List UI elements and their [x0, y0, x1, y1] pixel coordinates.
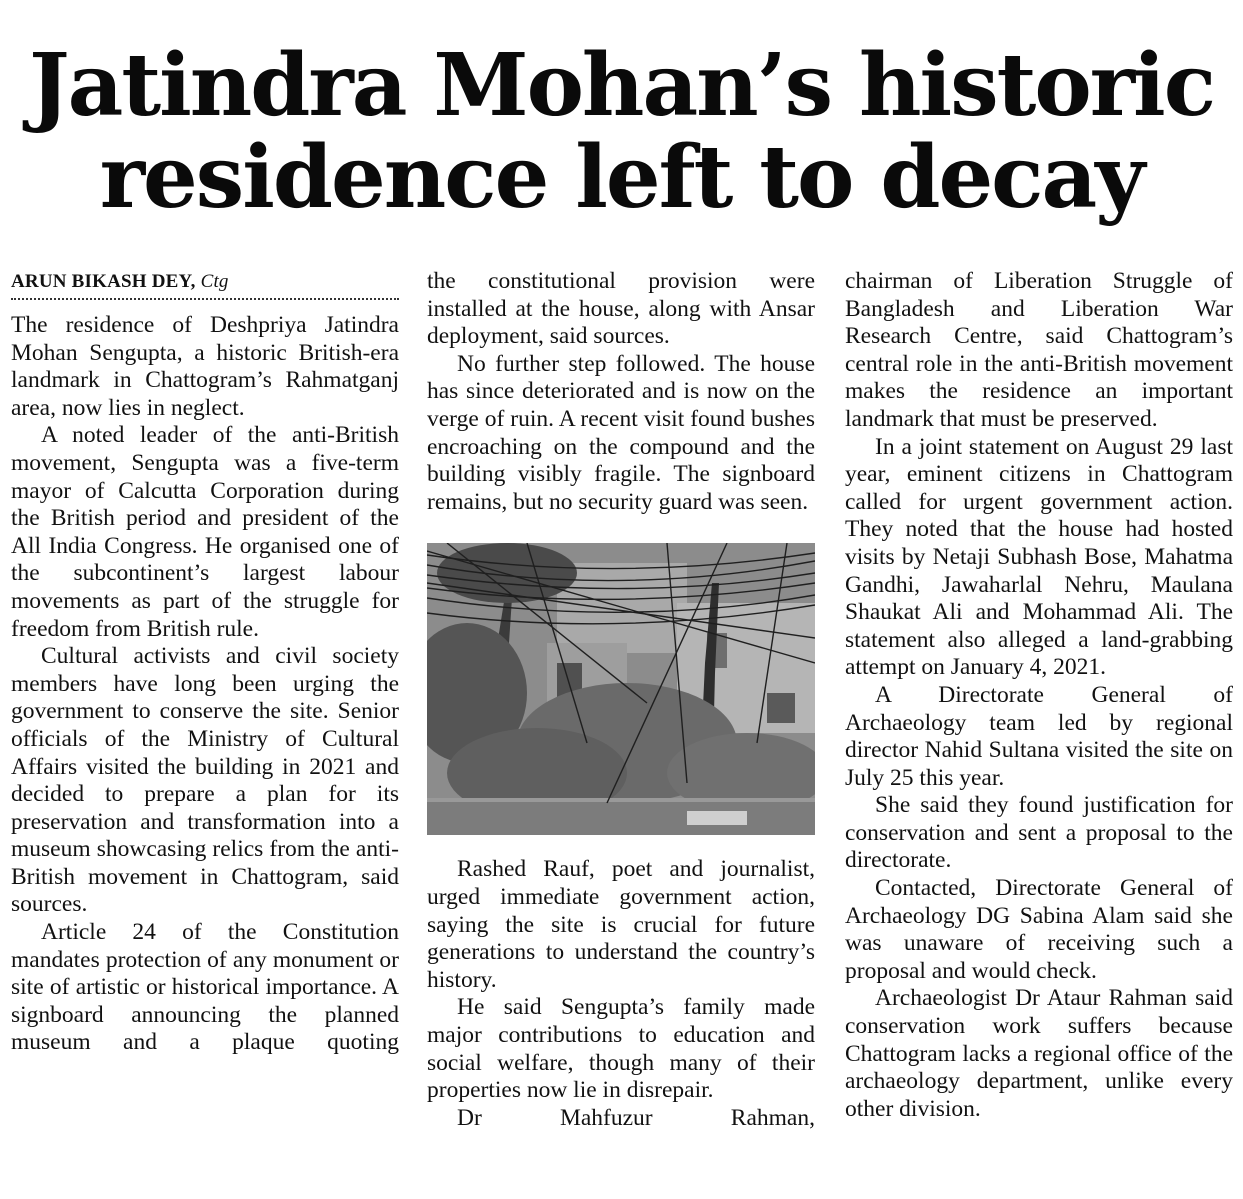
paragraph: The residence of Deshpriya Jatindra Mohan Sengupta, a historic British-era landmark in Chattogram’s Rahmatganj area, now lies in neglect.	[11, 312, 399, 421]
paragraph: She said they found justification for conservation and sent a proposal to the directorate.	[845, 792, 1233, 874]
paragraph: A Directorate General of Archaeology team led by regional director Nahid Sultana visited the site on July 25 this year.	[845, 681, 1233, 791]
paragraph: He said Sengupta’s family made major contributions to education and social welfare, though many of their properties now lie in disrepair.	[427, 994, 815, 1104]
paragraph: Contacted, Directorate General of Archaeology DG Sabina Alam said she was unaware of receiving such a proposal and would check.	[845, 875, 1233, 984]
paragraph: Dr Mahfuzur Rahman,	[457, 1104, 815, 1131]
article-column-2	[427, 268, 815, 1132]
headline-line-1: Jatindra Mohan’s historic	[28, 35, 1215, 136]
paragraph: A noted leader of the anti-British movement, Sengupta was a five-term mayor of Calcutta Corporation during the British period and president of the All India Congress. He organised one of the subcontinent’s largest labour movements as part of the struggle for freedom from British rule.	[11, 422, 399, 642]
photo-icon	[427, 543, 815, 835]
byline-location: Ctg	[200, 271, 229, 292]
paragraph: Cultural activists and civil society members have long been urging the government to conserve the site. Senior officials of the Ministry of Cultural Affairs visited the building in 2021 and decided to prepare a plan for its preservation and transformation into a museum showcasing relics from the anti-British movement in Chattogram, said sources.	[11, 643, 399, 918]
article-column-3	[845, 268, 1233, 1123]
article-column-1	[11, 268, 399, 1057]
paragraph: the constitutional provision were installed at the house, along with Ansar deployment, said sources.	[427, 268, 815, 350]
headline	[0, 35, 1243, 228]
article-photo	[427, 543, 815, 835]
paragraph: Rashed Rauf, poet and journalist, urged immediate government action, saying the site is crucial for future generations to understand the country’s history.	[427, 856, 815, 993]
byline-author: ARUN BIKASH DEY,	[11, 271, 196, 292]
paragraph: chairman of Liberation Struggle of Bangladesh and Liberation War Research Centre, said Chattogram’s central role in the anti-British movement makes the residence an important landmark that must be preserved.	[845, 268, 1233, 432]
byline-divider	[11, 298, 399, 300]
headline-line-2: residence left to decay	[99, 127, 1144, 228]
paragraph: In a joint statement on August 29 last year, eminent citizens in Chattogram called for urgent government action. They noted that the house had hosted visits by Netaji Subhash Bose, Mahatma Gandhi, Jawaharlal Nehru, Maulana Shaukat Ali and Mohammad Ali. The statement also alleged a land-grabbing attempt on January 4, 2021.	[845, 433, 1233, 681]
paragraph: Article 24 of the Constitution mandates protection of any monument or site of artistic or historical importance. A signboard announcing the planned museum and a plaque quoting	[11, 919, 399, 1056]
paragraph: No further step followed. The house has since deteriorated and is now on the verge of ruin. A recent visit found bushes encroaching on the compound and the building visibly fragile. The signboard remains, but no security guard was seen.	[427, 350, 815, 515]
paragraph: Archaeologist Dr Ataur Rahman said conservation work suffers because Chattogram lacks a regional office of the archaeology department, unlike every other division.	[845, 985, 1233, 1122]
byline	[11, 268, 399, 298]
